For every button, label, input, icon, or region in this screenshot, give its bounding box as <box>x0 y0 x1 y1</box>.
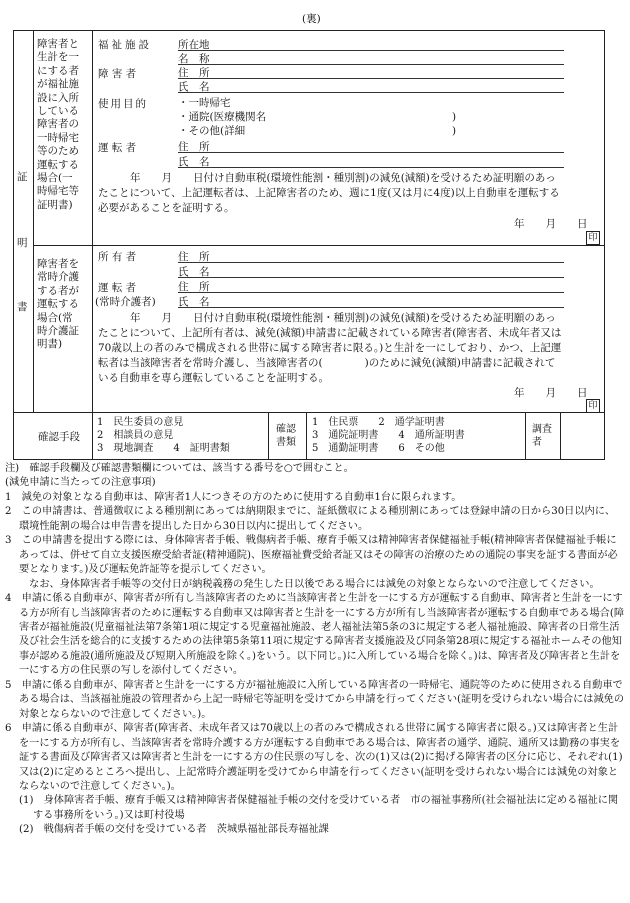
disabled-name-label: 氏 名 <box>178 81 210 93</box>
section1-body-line1: 年 月 日付け自動車税(環境性能割・種別割)の減免(減額)を受けるため証明願のあっ <box>130 172 556 184</box>
side-label-bottom: 書 <box>17 301 28 313</box>
section2-body-line3: 70歳以上の者のみで構成される世帯に属する障害者に限る。)と生計を一にしており、かつ、上記運 <box>98 342 562 354</box>
purpose-option-home[interactable]: ・一時帰宅 <box>178 97 231 109</box>
driver2-name-label: 氏 名 <box>178 296 210 308</box>
paren-close-2: ) <box>452 125 457 137</box>
section1-date: 年 月 日 <box>514 218 588 230</box>
driver2-address-field[interactable] <box>178 292 564 293</box>
section1-seal-stamp: 印 <box>586 231 600 245</box>
disabled-name-field[interactable] <box>178 92 564 93</box>
note-main: 注) 確認手段欄及び確認書類欄については、該当する番号を○で囲むこと。 <box>5 463 354 474</box>
section2-body-line2: たことについて、上記所有者は、減免(減額)申請書に記載されている障害者(障害者、未成年者又は <box>98 327 562 339</box>
paren-close-1: ) <box>452 111 457 123</box>
confirm-docs-label: 確認 書類 <box>276 424 296 448</box>
driver-address-label: 住 所 <box>178 141 210 153</box>
facility-name-field[interactable] <box>178 64 564 65</box>
driver2-name-field[interactable] <box>178 307 564 308</box>
section1-body-line3: 必要があることを証明する。 <box>98 202 235 214</box>
disabled-address-field[interactable] <box>178 78 564 79</box>
driver-address-field[interactable] <box>178 152 564 153</box>
section1-description: 障害者と 生計を一 にする者 が福祉施 設に入所 している 障害者の 一時帰宅 等のため 運転する 場合(一 時帰宅等 証明書) <box>37 38 79 211</box>
caution-item: なお、身体障害者手帳等の交付日が納税義務の発生した日以後である場合には減免の対象とならないので注意してください。 <box>19 578 600 590</box>
driver-name-label: 氏 名 <box>178 156 210 168</box>
notes-section <box>5 462 625 838</box>
caution-sub-item: (1) 身体障害者手帳、療育手帳又は精神障害者保健福祉手帳の交付を受けている者 市の福祉事務所(社会福祉法に定める福祉に関する事務所をいう。)又は町村役場 <box>19 795 619 821</box>
label-driver-2: 運 転 者 <box>98 282 137 294</box>
section2-body-line1: 年 月 日付け自動車税(環境性能割・種別割)の減免(減額)を受けるため証明願のあっ <box>130 312 556 324</box>
label-disabled: 障 害 者 <box>98 68 137 80</box>
facility-address-field[interactable] <box>178 50 564 51</box>
label-purpose: 使用目的 <box>98 98 148 110</box>
caution-sub-item: (2) 戦傷病者手帳の交付を受けている者 茨城県福祉部長寿福祉課 <box>19 824 329 836</box>
page-header: (裏) <box>302 13 321 25</box>
disabled-address-label: 住 所 <box>178 67 210 79</box>
side-label-mid: 明 <box>17 237 28 249</box>
inspector-field[interactable] <box>562 414 603 458</box>
caution-item: 5 申請に係る自動車が、障害者と生計を一にする方が福祉施設に入所している障害者の一時帰宅、通院等のために使用される自動車である場合は、当該福祉施設の管理者から上記一時帰宅等証明を受けてから申請を行ってください(証明を受けられない場合には減免の対象とならないので注意してください。)。 <box>5 679 625 720</box>
caution-item: 6 申請に係る自動車が、障害者(障害者、未成年者又は70歳以上の者のみで構成される世帯に属する障害者に限る。)又は障害者と生計を一にする方が所有し、当該障害者を常時介護する方が運転する自動車である場合は、障害者の通学、通院、通所又は勤務の事実を証する書面及び障害者又は障害者と生計を一にする方の住民票の写しを、次の(1)又は(2)に掲げる障害者の区分に応じ、それぞれ(1)又は(2)に定めるところへ提出し、上記常時介護証明を受けてから申請を行ってください(証明を受けられない場合には減免の対象とならないので注意してください。)。 <box>5 723 623 792</box>
driver-name-field[interactable] <box>178 167 564 168</box>
facility-name-label: 名 称 <box>178 53 210 65</box>
owner-address-field[interactable] <box>178 262 564 263</box>
facility-address-label: 所在地 <box>178 39 210 51</box>
driver2-address-label: 住 所 <box>178 281 210 293</box>
owner-name-label: 氏 名 <box>178 266 210 278</box>
label-caregiver: (常時介護者) <box>95 296 156 308</box>
owner-address-label: 住 所 <box>178 251 210 263</box>
confirm-docs-options: 1 住民票 2 通学証明書 3 通院証明書 4 通所証明書 5 通勤証明書 6 その他 <box>312 417 465 454</box>
purpose-option-hospital[interactable]: ・通院(医療機関名 <box>178 111 267 123</box>
inspector-label: 調査 者 <box>532 424 552 448</box>
section2-body-line4: 転者は当該障害者を常時介護し、当該障害者の( )のために減免(減額)申請書に記載されて <box>98 357 556 369</box>
label-facility: 福祉施設 <box>98 39 152 51</box>
section2-body-line5: いる自動車を専ら運転していることを証明する。 <box>98 372 329 384</box>
caution-item: 3 この申請書を提出する際には、身体障害者手帳、戦傷病者手帳、療育手帳又は精神障害者保健福祉手帳(精神障害者保健福祉手帳にあっては、併せて自立支援医療受給者証(精神通院)、医療福祉費受給者証又はその障害の治療のための通院の事実を証する書面が必要となります。)及び運転免許証等を提示してください。 <box>5 535 618 576</box>
section2-description: 障害者を 常時介護 する者が 運転する 場合(常 時介護証 明書) <box>37 258 79 351</box>
caution-item: 4 申請に係る自動車が、障害者が所有し当該障害者のために当該障害者と生計を一にする方が運転する自動車、障害者と生計を一にする方が所有し当該障害者のために運転する自動車又は障害者と生計を一にする方が所有し当該障害者が運転する自動車である場合(障害者が福祉施設(児童福祉法第7条第1項に規定する児童福祉施設、老人福祉法第5条の3に規定する老人福祉施設、障害者の日常生活及び社会生活を総合的に支援するための法律第5条第11項に規定する障害者支援施設及び同条第28項に規定する福祉ホームその他知事が認める施設(通所施設及び短期入所施設を除く。)をいう。以下同じ。)に入所している場合を除く。)は、障害者及び障害者と生計を一にする方の住民票の写しを添付してください。 <box>5 593 625 677</box>
section2-seal-stamp: 印 <box>586 399 600 413</box>
purpose-option-other[interactable]: ・その他(詳細 <box>178 125 246 137</box>
section1-body-line2: たことについて、上記運転者は、上記障害者のため、週に1度(又は月に4度)以上自動車を運転する <box>98 187 560 199</box>
label-driver: 運 転 者 <box>98 142 137 154</box>
owner-name-field[interactable] <box>178 277 564 278</box>
label-owner: 所 有 者 <box>98 251 137 263</box>
confirm-method-label: 確認手段 <box>38 431 80 443</box>
section2-date: 年 月 日 <box>514 387 588 399</box>
side-label-top: 証 <box>17 171 28 183</box>
caution-item: 2 この申請書は、普通徴収による種別割にあっては納期限までに、証紙徴収による種別割にあっては登録申請の日から30日以内に、環境性能割の場合は申告書を提出した日から30日以内に提出してください。 <box>5 506 616 532</box>
caution-title: (減免申請に当たっての注意事項) <box>5 477 156 489</box>
caution-item: 1 減免の対象となる自動車は、障害者1人につきその方のために使用する自動車1台に限られます。 <box>5 491 462 503</box>
confirm-method-options: 1 民生委員の意見 2 相談員の意見 3 現地調査 4 証明書類 <box>97 417 230 454</box>
